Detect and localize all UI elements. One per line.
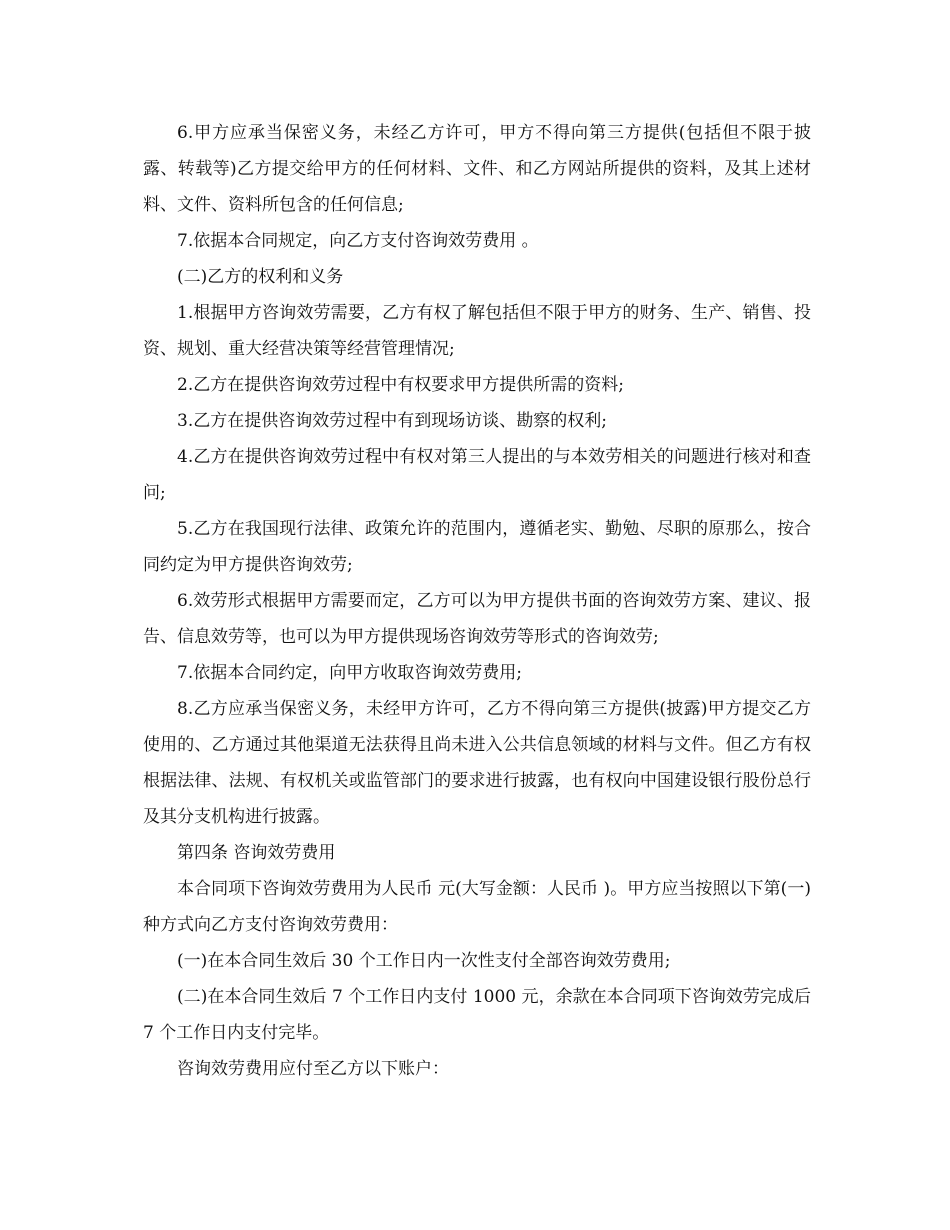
article-heading-fees: 第四条 咨询效劳费用 xyxy=(177,843,336,863)
paragraph-party-b-right-1: 1.根据甲方咨询效劳需要，乙方有权了解包括但不限于甲方的财务、生产、销售、投资、规划、重大经营决策等经营管理情况; xyxy=(143,303,811,359)
paragraph-party-a-confidentiality: 6.甲方应承当保密义务，未经乙方许可，甲方不得向第三方提供(包括但不限于披露、转载等)乙方提交给甲方的任何材料、文件、和乙方网站所提供的资料，及其上述材料、文件、资料所包含的任何信息; xyxy=(143,123,811,215)
paragraph-fee-amount: 本合同项下咨询效劳费用为人民币 元(大写金额：人民币 )。甲方应当按照以下第(一) 种方式向乙方支付咨询效劳费用： xyxy=(143,879,811,935)
paragraph-payment-option-1: (一)在本合同生效后 30 个工作日内一次性支付全部咨询效劳费用; xyxy=(177,951,671,971)
document-body xyxy=(143,115,811,1087)
paragraph-party-b-right-7: 7.依据本合同约定，向甲方收取咨询效劳费用; xyxy=(177,663,522,683)
paragraph-party-b-right-5: 5.乙方在我国现行法律、政策允许的范围内，遵循老实、勤勉、尽职的原那么，按合同约定为甲方提供咨询效劳; xyxy=(143,519,811,575)
paragraph-party-b-right-3: 3.乙方在提供咨询效劳过程中有到现场访谈、勘察的权利; xyxy=(177,411,607,431)
paragraph-party-b-right-2: 2.乙方在提供咨询效劳过程中有权要求甲方提供所需的资料; xyxy=(177,375,624,395)
paragraph-party-b-right-4: 4.乙方在提供咨询效劳过程中有权对第三人提出的与本效劳相关的问题进行核对和查问; xyxy=(143,447,811,503)
paragraph-party-a-pay-fee: 7.依据本合同规定，向乙方支付咨询效劳费用 。 xyxy=(177,231,539,251)
paragraph-payment-account: 咨询效劳费用应付至乙方以下账户： xyxy=(177,1059,449,1079)
paragraph-party-b-right-6: 6.效劳形式根据甲方需要而定，乙方可以为甲方提供书面的咨询效劳方案、建议、报告、信息效劳等，也可以为甲方提供现场咨询效劳等形式的咨询效劳; xyxy=(143,591,811,647)
paragraph-party-b-right-8: 8.乙方应承当保密义务，未经甲方许可，乙方不得向第三方提供(披露)甲方提交乙方使用的、乙方通过其他渠道无法获得且尚未进入公共信息领域的材料与文件。但乙方有权根据法律、法规、有权机关或监管部门的要求进行披露，也有权向中国建设银行股份总行及其分支机构进行披露。 xyxy=(143,699,811,827)
section-heading-party-b-rights: (二)乙方的权利和义务 xyxy=(177,267,344,287)
paragraph-payment-option-2: (二)在本合同生效后 7 个工作日内支付 1000 元，余款在本合同项下咨询效劳完成后 7 个工作日内支付完毕。 xyxy=(143,987,811,1043)
